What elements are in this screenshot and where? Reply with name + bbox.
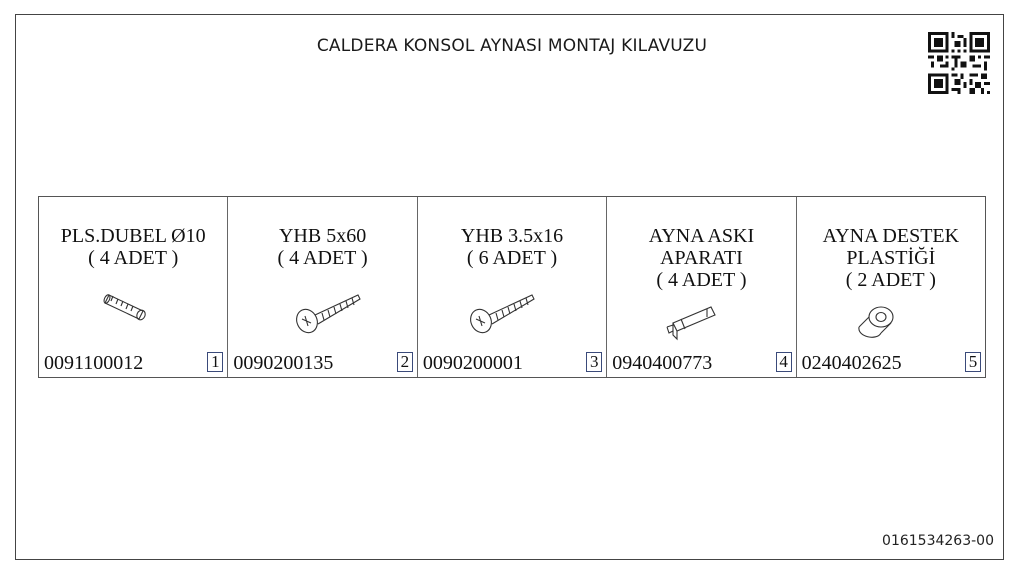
parts-table xyxy=(38,196,986,378)
part-index: 2 xyxy=(397,352,413,372)
part-name: PLS.DUBEL Ø10 xyxy=(60,225,206,247)
part-name: AYNA DESTEK PLASTİĞİ xyxy=(822,225,960,269)
part-cell-3 xyxy=(418,197,607,377)
part-code: 0940400773 xyxy=(612,352,713,374)
screw-icon xyxy=(468,289,540,335)
part-quantity: ( 4 ADET ) xyxy=(656,269,747,291)
part-quantity: ( 4 ADET ) xyxy=(88,247,179,269)
part-quantity: ( 6 ADET ) xyxy=(466,247,558,269)
part-code: 0240402625 xyxy=(801,352,902,374)
document-code: 0161534263-00 xyxy=(882,533,994,549)
part-cell-2 xyxy=(228,197,417,377)
plastic-spacer-icon xyxy=(853,303,897,343)
part-name: AYNA ASKI APARATI xyxy=(648,225,755,269)
qr-code-icon xyxy=(928,32,990,94)
part-quantity: ( 4 ADET ) xyxy=(277,247,368,269)
part-cell-5 xyxy=(797,197,985,377)
part-index: 4 xyxy=(776,352,792,372)
screw-icon xyxy=(294,289,366,335)
mirror-hanger-bracket-icon xyxy=(663,301,721,341)
part-index: 1 xyxy=(207,352,223,372)
part-code: 0090200135 xyxy=(233,352,334,374)
part-cell-1 xyxy=(39,197,228,377)
part-code: 0091100012 xyxy=(44,352,144,374)
part-cell-4 xyxy=(607,197,796,377)
part-index: 3 xyxy=(586,352,602,372)
wall-plug-icon xyxy=(103,287,157,327)
part-name: YHB 3.5x16 xyxy=(460,225,564,247)
part-name: YHB 5x60 xyxy=(278,225,367,247)
part-code: 0090200001 xyxy=(422,352,523,374)
document-title: CALDERA KONSOL AYNASI MONTAJ KILAVUZU xyxy=(316,36,708,56)
part-index: 5 xyxy=(965,352,981,372)
part-quantity: ( 2 ADET ) xyxy=(845,269,936,291)
